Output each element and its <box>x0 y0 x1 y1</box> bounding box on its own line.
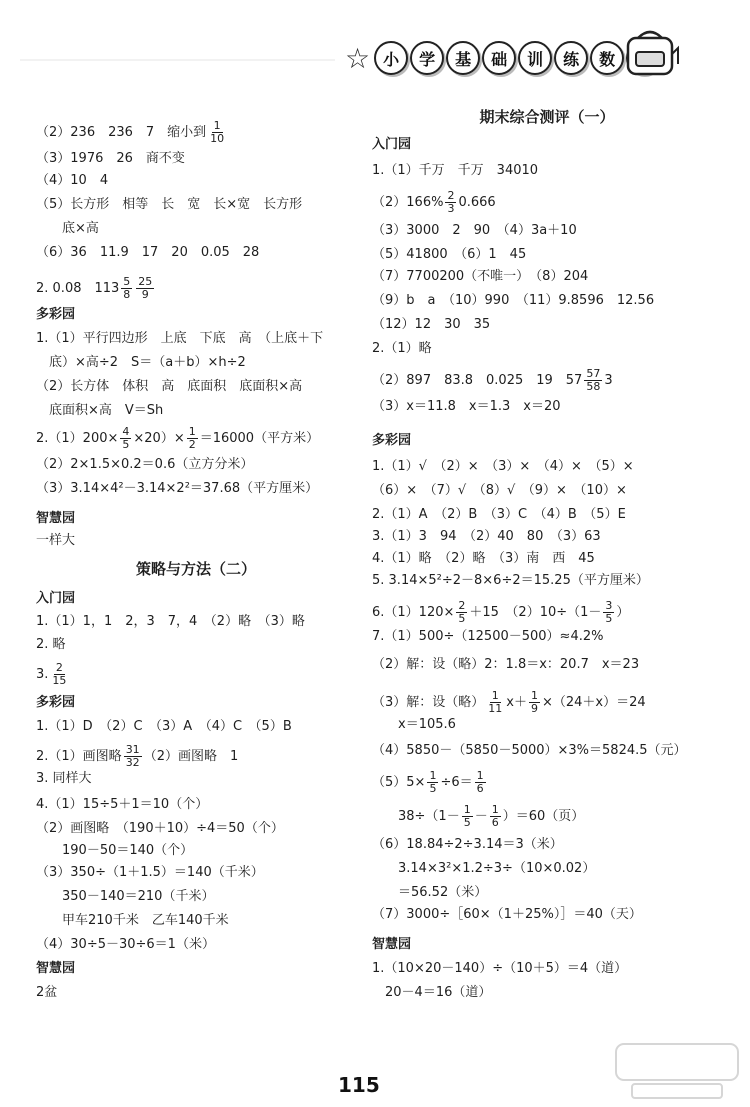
section-title <box>372 110 722 125</box>
section-subtitle <box>36 696 75 709</box>
fraction <box>490 804 501 829</box>
fraction-numerator: 2 <box>458 599 466 612</box>
answer-text: 多彩园 <box>372 433 412 448</box>
section-subtitle <box>36 592 75 605</box>
answer-text: 智慧园 <box>36 961 76 976</box>
fraction-denominator: 6 <box>491 816 499 830</box>
answer-line <box>372 986 491 999</box>
answer-text: ÷6＝ <box>440 775 473 791</box>
answer-line <box>36 938 215 951</box>
answer-line <box>372 318 490 331</box>
answer-text: （3）3.14×4²－3.14×2²＝37.68（平方厘米） <box>36 481 319 496</box>
section-subtitle <box>372 938 411 951</box>
answer-line <box>36 662 70 687</box>
section-subtitle <box>372 434 411 447</box>
answer-line <box>36 222 99 235</box>
answer-text: 1.（10×20－140）÷（10＋5）＝4（道） <box>372 961 628 976</box>
answer-text: （7）7700200（不唯一） （8）204 <box>372 269 589 284</box>
answer-line <box>36 744 238 769</box>
brand-char: 练 <box>554 41 588 75</box>
answer-line <box>372 484 627 497</box>
fraction <box>456 600 467 625</box>
answer-line <box>36 380 302 393</box>
answer-text: （5）41800 （6）1 45 <box>372 247 527 262</box>
fraction-numerator: 1 <box>491 689 499 702</box>
answer-text: 3.（1）3 94 （2）40 80 （3）63 <box>372 529 601 544</box>
answer-text: ）＝60（页） <box>502 809 585 825</box>
brand-char: 础 <box>482 41 516 75</box>
answer-text: 6.（1）120× <box>372 605 455 621</box>
fraction-numerator: 1 <box>188 425 196 438</box>
fraction-numerator: 4 <box>122 425 130 438</box>
answer-text: （2）897 83.8 0.025 19 57 <box>372 373 583 389</box>
answer-line <box>36 482 318 495</box>
answer-text: 智慧园 <box>372 937 412 952</box>
answer-text: （2）2×1.5×0.2＝0.6（立方分米） <box>36 457 254 472</box>
answer-text: 智慧园 <box>36 511 76 526</box>
answer-line <box>36 866 264 879</box>
answer-line <box>372 658 639 671</box>
answer-line <box>372 962 627 975</box>
answer-line <box>36 426 319 451</box>
brand-char: 数 <box>590 41 624 75</box>
fraction <box>50 662 68 687</box>
answer-text: 3 <box>604 373 613 389</box>
answer-text: （2）166% <box>372 195 444 211</box>
answer-text: ＝56.52（米） <box>372 885 488 900</box>
answer-line <box>372 744 687 757</box>
answer-text: （6）18.84÷2÷3.14＝3（米） <box>372 837 563 852</box>
answer-line <box>36 356 246 369</box>
answer-line <box>372 164 538 177</box>
answer-line <box>372 508 626 521</box>
answer-line <box>36 152 185 165</box>
answer-line <box>36 198 302 211</box>
fraction <box>486 690 504 715</box>
fraction <box>208 120 226 145</box>
answer-line <box>36 534 75 547</box>
watermark-logo <box>612 1038 742 1104</box>
answer-text: （3）3000 2 90 （4）3a＋10 <box>372 223 577 238</box>
answer-text: 入门园 <box>36 591 76 606</box>
fraction-numerator: 1 <box>213 119 221 132</box>
answer-line <box>36 772 92 785</box>
fraction <box>529 690 540 715</box>
fraction-denominator: 15 <box>52 674 67 688</box>
fraction-numerator: 2 <box>447 189 455 202</box>
answer-line <box>372 838 563 851</box>
answer-line <box>372 460 634 473</box>
fraction <box>462 804 473 829</box>
answer-line <box>372 190 496 215</box>
answer-text: （3）350÷（1＋1.5）＝140（千米） <box>36 865 264 880</box>
answer-text: （4）5850－（5850－5000）×3%＝5824.5（元） <box>372 743 687 758</box>
answer-text: 1.（1）千万 千万 34010 <box>372 163 539 178</box>
brand-char: 训 <box>518 41 552 75</box>
fraction-denominator: 3 <box>447 202 455 216</box>
answer-line <box>372 862 595 875</box>
fraction-denominator: 9 <box>141 288 149 302</box>
fraction-numerator: 1 <box>463 803 471 816</box>
brand-characters <box>374 41 660 75</box>
answer-text: 3. 同样大 <box>36 771 92 786</box>
fraction-numerator: 1 <box>429 769 437 782</box>
fraction <box>475 770 486 795</box>
fraction-denominator: 8 <box>123 288 131 302</box>
answer-line <box>36 404 163 417</box>
answer-line <box>36 798 208 811</box>
answer-text: （2）画图略 （190＋10）÷4＝50（个） <box>36 821 284 836</box>
answer-text: ） <box>616 605 630 621</box>
answer-line <box>372 530 601 543</box>
answer-text: ＋15 （2）10÷（1－ <box>469 605 602 621</box>
answer-text: 1.（1）平行四边形 上底 下底 高 （上底＋下 <box>36 331 324 346</box>
fraction <box>603 600 614 625</box>
answer-line <box>36 246 259 259</box>
fraction <box>121 276 132 301</box>
section-subtitle <box>36 308 75 321</box>
answer-text: 一样大 <box>36 533 76 548</box>
answer-text: ＝16000（平方米） <box>199 431 320 447</box>
fraction <box>120 426 131 451</box>
answer-line <box>36 276 156 301</box>
answer-text: 2.（1）略 <box>372 341 432 356</box>
answer-text: （4）30÷5－30÷6＝1（米） <box>36 937 215 952</box>
section-subtitle <box>36 512 75 525</box>
answer-line <box>36 174 108 187</box>
answer-text: 1.（1）1，1 2，3 7，4 （2）略 （3）略 <box>36 614 305 629</box>
answer-line <box>372 224 577 237</box>
fraction-denominator: 5 <box>458 612 466 626</box>
answer-line <box>36 844 193 857</box>
fraction-numerator: 5 <box>123 275 131 288</box>
fraction-denominator: 11 <box>488 702 503 716</box>
answer-text: 底×高 <box>36 221 99 236</box>
answer-text: 2. 略 <box>36 637 66 652</box>
fraction-numerator: 31 <box>125 743 140 756</box>
answer-line <box>372 770 488 795</box>
fraction-numerator: 1 <box>491 803 499 816</box>
answer-text: 38÷（1－ <box>372 809 460 825</box>
answer-text: （3）1976 26 商不变 <box>36 151 185 166</box>
fraction-numerator: 1 <box>530 689 538 702</box>
fraction <box>124 744 142 769</box>
fraction-denominator: 5 <box>463 816 471 830</box>
fraction-denominator: 10 <box>210 132 225 146</box>
answer-text: 190－50＝140（个） <box>36 843 194 858</box>
answer-text: （2）解：设（略）2：1.8＝x：20.7 x＝23 <box>372 657 640 672</box>
answer-text: ×20）× <box>133 431 185 447</box>
fraction <box>187 426 198 451</box>
answer-text: 1.（1）D （2）C （3）A （4）C （5）B <box>36 719 292 734</box>
answer-text: （7）3000÷［60×（1＋25%）］＝40（天） <box>372 907 642 922</box>
fraction-denominator: 32 <box>125 756 140 770</box>
answer-text: （12）12 30 35 <box>372 317 491 332</box>
fraction <box>136 276 154 301</box>
answer-line <box>372 368 613 393</box>
fraction-denominator: 58 <box>586 380 601 394</box>
brand-char: 基 <box>446 41 480 75</box>
answer-line <box>36 822 284 835</box>
answer-text: － <box>474 809 488 825</box>
answer-text: x＋ <box>506 695 527 711</box>
answer-line <box>372 690 646 715</box>
answer-line <box>36 720 292 733</box>
answer-text: （3）解：设（略） <box>372 695 485 711</box>
answer-text: 3.14×3²×1.2÷3÷（10×0.02） <box>372 861 596 876</box>
answer-line <box>372 908 642 921</box>
fraction-denominator: 9 <box>530 702 538 716</box>
answer-text: （6）× （7）√ （8）√ （9）× （10）× <box>372 483 627 498</box>
brand-char: 小 <box>374 41 408 75</box>
section-title <box>36 562 356 577</box>
answer-text: （2）画图略 1 <box>143 749 239 765</box>
section-subtitle <box>372 138 411 151</box>
fraction <box>427 770 438 795</box>
answer-line <box>372 574 649 587</box>
fraction-denominator: 5 <box>122 438 130 452</box>
answer-line <box>372 400 561 413</box>
answer-text: 2.（1）画图略 <box>36 749 122 765</box>
answer-text: 入门园 <box>372 137 412 152</box>
series-brand <box>345 36 660 80</box>
star-icon: ☆ <box>345 41 371 75</box>
answer-line <box>36 120 228 145</box>
answer-text: 2.（1）200× <box>36 431 119 447</box>
fraction-numerator: 3 <box>605 599 613 612</box>
answer-text: 1.（1）√ （2）× （3）× （4）× （5）× <box>372 459 634 474</box>
answer-text: 7.（1）500÷（12500－500）≈4.2% <box>372 629 604 644</box>
answer-text: 策略与方法（二） <box>135 560 256 578</box>
answer-line <box>36 890 214 903</box>
brand-char: 学 <box>410 41 444 75</box>
answer-line <box>36 638 66 651</box>
fraction-denominator: 5 <box>605 612 613 626</box>
answer-text: 3. <box>36 667 49 683</box>
answer-text: 多彩园 <box>36 695 76 710</box>
answer-text: 350－140＝210（千米） <box>36 889 215 904</box>
answer-text: （2）236 236 7 缩小到 <box>36 125 207 141</box>
answer-text: 0.666 <box>458 195 496 211</box>
answer-line <box>372 718 456 731</box>
answer-text: （5）长方形 相等 长 宽 长×宽 长方形 <box>36 197 303 212</box>
answer-text: 甲车210千米 乙车140千米 <box>36 913 229 928</box>
answer-line <box>36 615 305 628</box>
answer-line <box>372 600 629 625</box>
answer-line <box>36 914 229 927</box>
section-subtitle <box>36 962 75 975</box>
answer-text: 2.（1）A （2）B （3）C （4）B （5）E <box>372 507 626 522</box>
answer-text: x＝105.6 <box>372 717 456 732</box>
answer-line <box>36 986 57 999</box>
page-number: 115 <box>338 1073 380 1097</box>
answer-text: （6）36 11.9 17 20 0.05 28 <box>36 245 260 260</box>
answer-text: 底）×高÷2 S＝（a＋b）×h÷2 <box>36 355 246 370</box>
answer-line <box>36 458 253 471</box>
fraction <box>584 368 602 393</box>
answer-text: ×（24＋x）＝24 <box>541 695 646 711</box>
fraction-denominator: 6 <box>476 782 484 796</box>
page-header <box>0 0 750 100</box>
answer-text: 2. 0.08 113 <box>36 281 120 297</box>
answer-text: （5）5× <box>372 775 426 791</box>
answer-text: 底面积×高 V＝Sh <box>36 403 164 418</box>
answer-line <box>372 270 588 283</box>
fraction-denominator: 5 <box>429 782 437 796</box>
answer-line <box>372 886 487 899</box>
answer-text: （4）10 4 <box>36 173 109 188</box>
fraction-numerator: 1 <box>476 769 484 782</box>
answer-line <box>372 804 584 829</box>
fraction-numerator: 2 <box>55 661 63 674</box>
answer-line <box>372 342 432 355</box>
answer-line <box>372 294 654 307</box>
answer-text: 多彩园 <box>36 307 76 322</box>
answer-text: （3）x＝11.8 x＝1.3 x＝20 <box>372 399 561 414</box>
answer-text: （9）b a （10）990 （11）9.8596 12.56 <box>372 293 655 308</box>
answer-line <box>36 332 323 345</box>
answer-text: 20－4＝16（道） <box>372 985 492 1000</box>
answer-line <box>372 630 603 643</box>
answer-text: 4.（1）略 （2）略 （3）南 西 45 <box>372 551 595 566</box>
answer-text: 2盆 <box>36 985 58 1000</box>
answer-line <box>372 248 526 261</box>
answer-text: （2）长方体 体积 高 底面积 底面积×高 <box>36 379 303 394</box>
answer-text: 5. 3.14×5²÷2－8×6÷2＝15.25（平方厘米） <box>372 573 649 588</box>
fraction <box>445 190 456 215</box>
fraction-denominator: 2 <box>188 438 196 452</box>
answer-text: 4.（1）15÷5＋1＝10（个） <box>36 797 209 812</box>
answer-line <box>372 552 595 565</box>
schoolbag-icon <box>620 24 680 80</box>
fraction-numerator: 25 <box>138 275 153 288</box>
fraction-numerator: 57 <box>586 367 601 380</box>
answer-text: 期末综合测评（一） <box>479 108 615 126</box>
